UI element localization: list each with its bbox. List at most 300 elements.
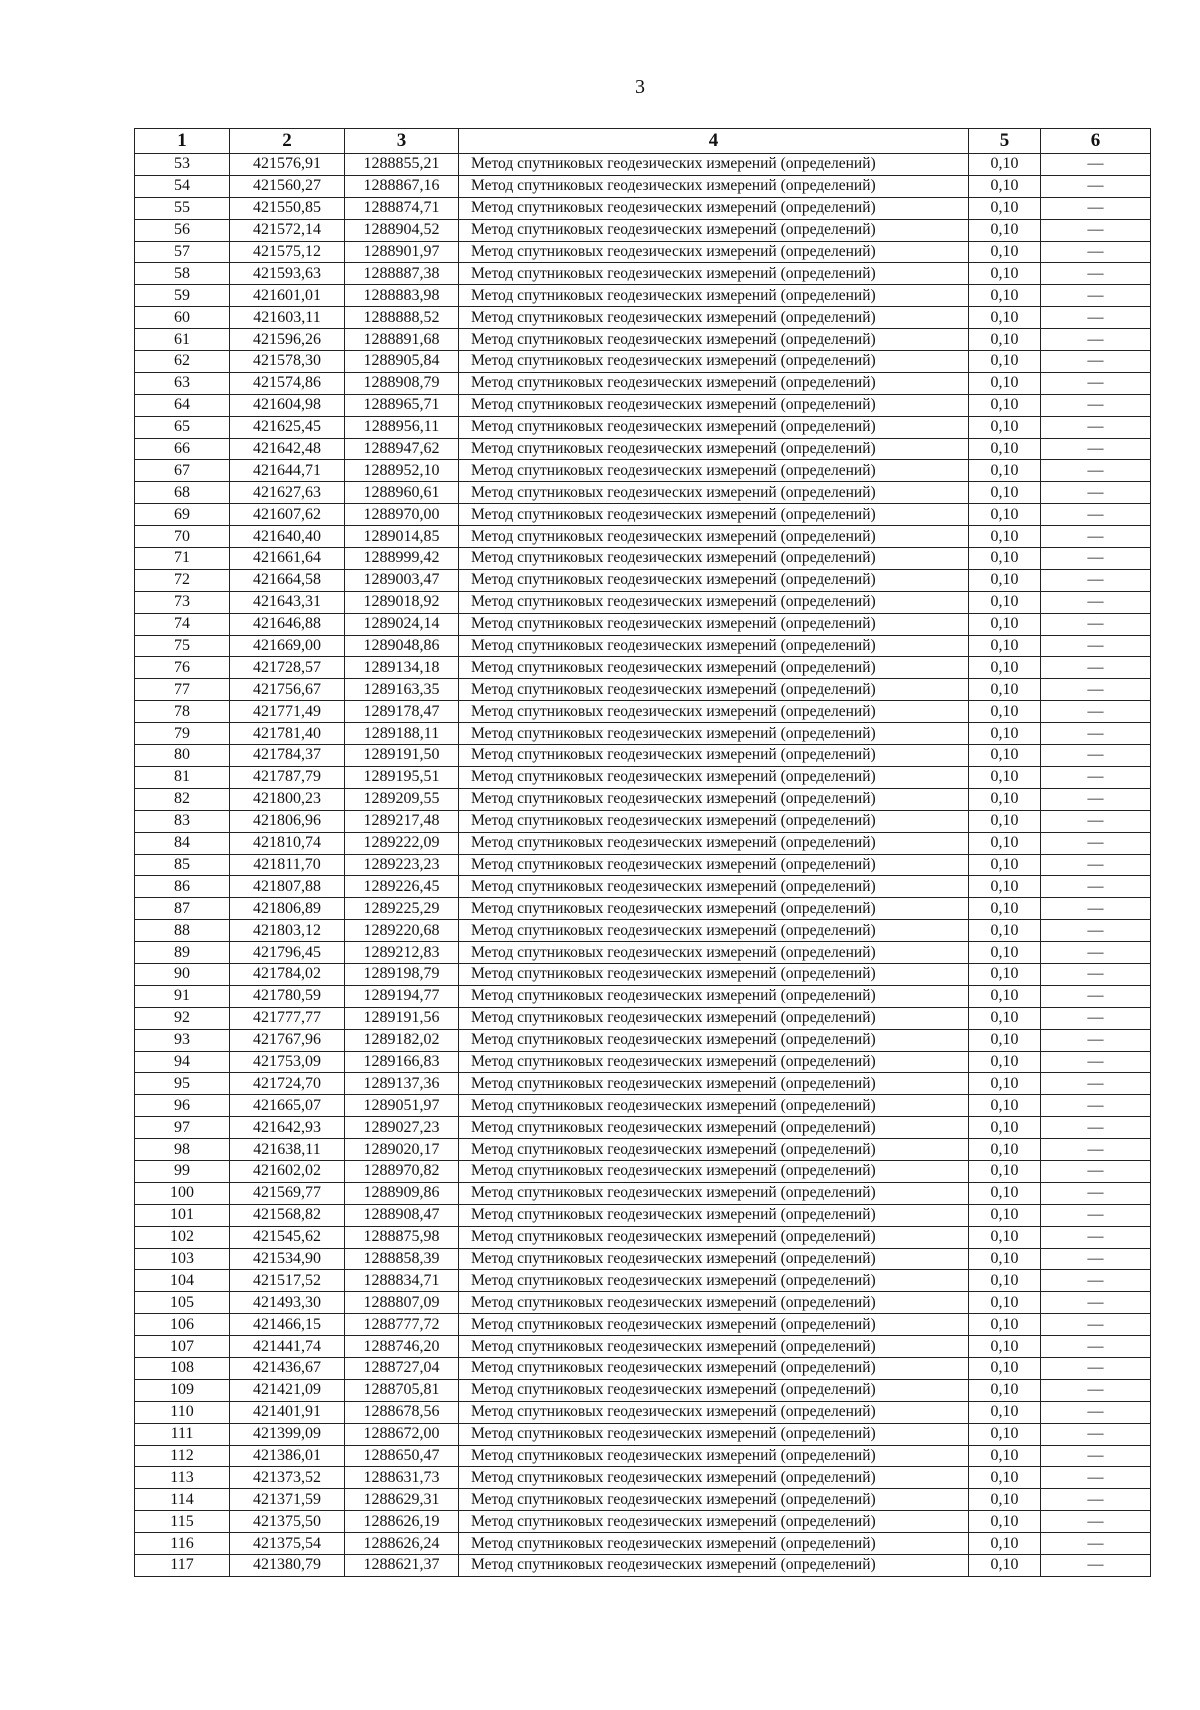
- method-cell: Метод спутниковых геодезических измерений (определений): [459, 1379, 969, 1401]
- y-coordinate-cell: 1288947,62: [345, 438, 459, 460]
- point-number-cell: 64: [135, 394, 230, 416]
- table-row: [135, 569, 1151, 591]
- point-number-cell: 67: [135, 460, 230, 482]
- point-number-cell: 71: [135, 548, 230, 570]
- accuracy-cell: 0,10: [969, 832, 1041, 854]
- point-number-cell: 87: [135, 898, 230, 920]
- x-coordinate-cell: 421806,89: [230, 898, 345, 920]
- table-row: [135, 219, 1151, 241]
- point-number-cell: 110: [135, 1401, 230, 1423]
- x-coordinate-cell: 421640,40: [230, 526, 345, 548]
- accuracy-cell: 0,10: [969, 569, 1041, 591]
- point-number-cell: 80: [135, 745, 230, 767]
- point-number-cell: 73: [135, 591, 230, 613]
- dash-cell: —: [1041, 1379, 1151, 1401]
- point-number-cell: 55: [135, 197, 230, 219]
- y-coordinate-cell: 1288626,19: [345, 1511, 459, 1533]
- y-coordinate-cell: 1288875,98: [345, 1226, 459, 1248]
- dash-cell: —: [1041, 1533, 1151, 1555]
- page-number: 3: [635, 76, 645, 98]
- y-coordinate-cell: 1288908,47: [345, 1204, 459, 1226]
- dash-cell: —: [1041, 963, 1151, 985]
- point-number-cell: 61: [135, 329, 230, 351]
- dash-cell: —: [1041, 1445, 1151, 1467]
- table-row: [135, 613, 1151, 635]
- table-row: [135, 482, 1151, 504]
- table-row: [135, 1292, 1151, 1314]
- dash-cell: —: [1041, 788, 1151, 810]
- y-coordinate-cell: 1288891,68: [345, 329, 459, 351]
- method-cell: Метод спутниковых геодезических измерений (определений): [459, 1357, 969, 1379]
- accuracy-cell: 0,10: [969, 197, 1041, 219]
- accuracy-cell: 0,10: [969, 351, 1041, 373]
- method-cell: Метод спутниковых геодезических измерений (определений): [459, 788, 969, 810]
- method-cell: Метод спутниковых геодезических измерений (определений): [459, 898, 969, 920]
- method-cell: Метод спутниковых геодезических измерений (определений): [459, 1095, 969, 1117]
- x-coordinate-cell: 421603,11: [230, 307, 345, 329]
- x-coordinate-cell: 421602,02: [230, 1160, 345, 1182]
- dash-cell: —: [1041, 569, 1151, 591]
- dash-cell: —: [1041, 394, 1151, 416]
- table-row: [135, 1401, 1151, 1423]
- point-number-cell: 112: [135, 1445, 230, 1467]
- dash-cell: —: [1041, 1314, 1151, 1336]
- method-cell: Метод спутниковых геодезических измерений (определений): [459, 1051, 969, 1073]
- y-coordinate-cell: 1289217,48: [345, 810, 459, 832]
- x-coordinate-cell: 421800,23: [230, 788, 345, 810]
- point-number-cell: 76: [135, 657, 230, 679]
- accuracy-cell: 0,10: [969, 657, 1041, 679]
- accuracy-cell: 0,10: [969, 1292, 1041, 1314]
- dash-cell: —: [1041, 1423, 1151, 1445]
- y-coordinate-cell: 1288705,81: [345, 1379, 459, 1401]
- dash-cell: —: [1041, 351, 1151, 373]
- y-coordinate-cell: 1288970,82: [345, 1160, 459, 1182]
- table-row: [135, 351, 1151, 373]
- method-cell: Метод спутниковых геодезических измерений (определений): [459, 920, 969, 942]
- x-coordinate-cell: 421601,01: [230, 285, 345, 307]
- table-row: [135, 526, 1151, 548]
- x-coordinate-cell: 421421,09: [230, 1379, 345, 1401]
- point-number-cell: 97: [135, 1117, 230, 1139]
- x-coordinate-cell: 421371,59: [230, 1489, 345, 1511]
- dash-cell: —: [1041, 723, 1151, 745]
- table-row: [135, 1095, 1151, 1117]
- y-coordinate-cell: 1288746,20: [345, 1336, 459, 1358]
- dash-cell: —: [1041, 460, 1151, 482]
- accuracy-cell: 0,10: [969, 679, 1041, 701]
- table-row: [135, 591, 1151, 613]
- accuracy-cell: 0,10: [969, 175, 1041, 197]
- method-cell: Метод спутниковых геодезических измерений (определений): [459, 1401, 969, 1423]
- x-coordinate-cell: 421796,45: [230, 942, 345, 964]
- point-number-cell: 92: [135, 1007, 230, 1029]
- point-number-cell: 107: [135, 1336, 230, 1358]
- method-cell: Метод спутниковых геодезических измерений (определений): [459, 810, 969, 832]
- x-coordinate-cell: 421578,30: [230, 351, 345, 373]
- x-coordinate-cell: 421625,45: [230, 416, 345, 438]
- method-cell: Метод спутниковых геодезических измерений (определений): [459, 832, 969, 854]
- accuracy-cell: 0,10: [969, 526, 1041, 548]
- x-coordinate-cell: 421517,52: [230, 1270, 345, 1292]
- point-number-cell: 85: [135, 854, 230, 876]
- dash-cell: —: [1041, 154, 1151, 176]
- table-row: [135, 832, 1151, 854]
- y-coordinate-cell: 1288905,84: [345, 351, 459, 373]
- dash-cell: —: [1041, 1555, 1151, 1577]
- y-coordinate-cell: 1288807,09: [345, 1292, 459, 1314]
- x-coordinate-cell: 421375,50: [230, 1511, 345, 1533]
- dash-cell: —: [1041, 701, 1151, 723]
- table-row: [135, 942, 1151, 964]
- method-cell: Метод спутниковых геодезических измерений (определений): [459, 942, 969, 964]
- x-coordinate-cell: 421767,96: [230, 1029, 345, 1051]
- point-number-cell: 56: [135, 219, 230, 241]
- method-cell: Метод спутниковых геодезических измерений (определений): [459, 1511, 969, 1533]
- point-number-cell: 103: [135, 1248, 230, 1270]
- method-cell: Метод спутниковых геодезических измерений (определений): [459, 1204, 969, 1226]
- y-coordinate-cell: 1288956,11: [345, 416, 459, 438]
- x-coordinate-cell: 421642,48: [230, 438, 345, 460]
- method-cell: Метод спутниковых геодезических измерений (определений): [459, 679, 969, 701]
- y-coordinate-cell: 1288901,97: [345, 241, 459, 263]
- x-coordinate-cell: 421593,63: [230, 263, 345, 285]
- x-coordinate-cell: 421728,57: [230, 657, 345, 679]
- method-cell: Метод спутниковых геодезических измерений (определений): [459, 548, 969, 570]
- method-cell: Метод спутниковых геодезических измерений (определений): [459, 569, 969, 591]
- table-row: [135, 1357, 1151, 1379]
- x-coordinate-cell: 421669,00: [230, 635, 345, 657]
- x-coordinate-cell: 421401,91: [230, 1401, 345, 1423]
- accuracy-cell: 0,10: [969, 1555, 1041, 1577]
- x-coordinate-cell: 421646,88: [230, 613, 345, 635]
- x-coordinate-cell: 421534,90: [230, 1248, 345, 1270]
- point-number-cell: 72: [135, 569, 230, 591]
- accuracy-cell: 0,10: [969, 1511, 1041, 1533]
- method-cell: Метод спутниковых геодезических измерений (определений): [459, 1182, 969, 1204]
- y-coordinate-cell: 1289018,92: [345, 591, 459, 613]
- x-coordinate-cell: 421627,63: [230, 482, 345, 504]
- table-row: [135, 1336, 1151, 1358]
- method-cell: Метод спутниковых геодезических измерений (определений): [459, 241, 969, 263]
- x-coordinate-cell: 421545,62: [230, 1226, 345, 1248]
- method-cell: Метод спутниковых геодезических измерений (определений): [459, 1226, 969, 1248]
- accuracy-cell: 0,10: [969, 1336, 1041, 1358]
- dash-cell: —: [1041, 1401, 1151, 1423]
- method-cell: Метод спутниковых геодезических измерений (определений): [459, 1139, 969, 1161]
- accuracy-cell: 0,10: [969, 1467, 1041, 1489]
- point-number-cell: 94: [135, 1051, 230, 1073]
- accuracy-cell: 0,10: [969, 1423, 1041, 1445]
- table-row: [135, 394, 1151, 416]
- point-number-cell: 96: [135, 1095, 230, 1117]
- method-cell: Метод спутниковых геодезических измерений (определений): [459, 985, 969, 1007]
- y-coordinate-cell: 1289182,02: [345, 1029, 459, 1051]
- accuracy-cell: 0,10: [969, 1182, 1041, 1204]
- method-cell: Метод спутниковых геодезических измерений (определений): [459, 438, 969, 460]
- y-coordinate-cell: 1288626,24: [345, 1533, 459, 1555]
- x-coordinate-cell: 421803,12: [230, 920, 345, 942]
- dash-cell: —: [1041, 241, 1151, 263]
- method-cell: Метод спутниковых геодезических измерений (определений): [459, 613, 969, 635]
- y-coordinate-cell: 1289051,97: [345, 1095, 459, 1117]
- x-coordinate-cell: 421806,96: [230, 810, 345, 832]
- table-row: [135, 745, 1151, 767]
- method-cell: Метод спутниковых геодезических измерений (определений): [459, 701, 969, 723]
- dash-cell: —: [1041, 766, 1151, 788]
- accuracy-cell: 0,10: [969, 154, 1041, 176]
- dash-cell: —: [1041, 372, 1151, 394]
- table-row: [135, 810, 1151, 832]
- table-row: [135, 548, 1151, 570]
- dash-cell: —: [1041, 1270, 1151, 1292]
- accuracy-cell: 0,10: [969, 942, 1041, 964]
- y-coordinate-cell: 1288952,10: [345, 460, 459, 482]
- table-body: [135, 154, 1151, 1577]
- y-coordinate-cell: 1289226,45: [345, 876, 459, 898]
- table-row: [135, 241, 1151, 263]
- x-coordinate-cell: 421781,40: [230, 723, 345, 745]
- method-cell: Метод спутниковых геодезических измерений (определений): [459, 1160, 969, 1182]
- y-coordinate-cell: 1289212,83: [345, 942, 459, 964]
- dash-cell: —: [1041, 416, 1151, 438]
- point-number-cell: 81: [135, 766, 230, 788]
- table-row: [135, 1314, 1151, 1336]
- table-row: [135, 329, 1151, 351]
- method-cell: Метод спутниковых геодезических измерений (определений): [459, 1423, 969, 1445]
- y-coordinate-cell: 1289163,35: [345, 679, 459, 701]
- point-number-cell: 114: [135, 1489, 230, 1511]
- dash-cell: —: [1041, 438, 1151, 460]
- point-number-cell: 109: [135, 1379, 230, 1401]
- table-row: [135, 1117, 1151, 1139]
- accuracy-cell: 0,10: [969, 1095, 1041, 1117]
- table-row: [135, 285, 1151, 307]
- accuracy-cell: 0,10: [969, 1314, 1041, 1336]
- accuracy-cell: 0,10: [969, 372, 1041, 394]
- table-row: [135, 1051, 1151, 1073]
- accuracy-cell: 0,10: [969, 788, 1041, 810]
- accuracy-cell: 0,10: [969, 1379, 1041, 1401]
- accuracy-cell: 0,10: [969, 285, 1041, 307]
- dash-cell: —: [1041, 613, 1151, 635]
- table-row: [135, 1270, 1151, 1292]
- accuracy-cell: 0,10: [969, 1401, 1041, 1423]
- method-cell: Метод спутниковых геодезических измерений (определений): [459, 657, 969, 679]
- method-cell: Метод спутниковых геодезических измерений (определений): [459, 372, 969, 394]
- point-number-cell: 116: [135, 1533, 230, 1555]
- table-header-row: [135, 129, 1151, 154]
- x-coordinate-cell: 421572,14: [230, 219, 345, 241]
- dash-cell: —: [1041, 1336, 1151, 1358]
- table-row: [135, 788, 1151, 810]
- accuracy-cell: 0,10: [969, 219, 1041, 241]
- y-coordinate-cell: 1288629,31: [345, 1489, 459, 1511]
- accuracy-cell: 0,10: [969, 1489, 1041, 1511]
- table-row: [135, 1423, 1151, 1445]
- dash-cell: —: [1041, 898, 1151, 920]
- point-number-cell: 100: [135, 1182, 230, 1204]
- accuracy-cell: 0,10: [969, 329, 1041, 351]
- y-coordinate-cell: 1288887,38: [345, 263, 459, 285]
- x-coordinate-cell: 421771,49: [230, 701, 345, 723]
- y-coordinate-cell: 1289225,29: [345, 898, 459, 920]
- dash-cell: —: [1041, 635, 1151, 657]
- method-cell: Метод спутниковых геодезических измерений (определений): [459, 591, 969, 613]
- y-coordinate-cell: 1288965,71: [345, 394, 459, 416]
- table-row: [135, 307, 1151, 329]
- x-coordinate-cell: 421568,82: [230, 1204, 345, 1226]
- accuracy-cell: 0,10: [969, 438, 1041, 460]
- column-header-5: 5: [969, 129, 1041, 154]
- y-coordinate-cell: 1288883,98: [345, 285, 459, 307]
- accuracy-cell: 0,10: [969, 1445, 1041, 1467]
- y-coordinate-cell: 1289137,36: [345, 1073, 459, 1095]
- x-coordinate-cell: 421604,98: [230, 394, 345, 416]
- y-coordinate-cell: 1288777,72: [345, 1314, 459, 1336]
- point-number-cell: 104: [135, 1270, 230, 1292]
- point-number-cell: 113: [135, 1467, 230, 1489]
- point-number-cell: 93: [135, 1029, 230, 1051]
- table-row: [135, 1555, 1151, 1577]
- accuracy-cell: 0,10: [969, 591, 1041, 613]
- dash-cell: —: [1041, 810, 1151, 832]
- accuracy-cell: 0,10: [969, 241, 1041, 263]
- x-coordinate-cell: 421373,52: [230, 1467, 345, 1489]
- point-number-cell: 54: [135, 175, 230, 197]
- point-number-cell: 91: [135, 985, 230, 1007]
- y-coordinate-cell: 1288888,52: [345, 307, 459, 329]
- point-number-cell: 59: [135, 285, 230, 307]
- column-header-2: 2: [230, 129, 345, 154]
- dash-cell: —: [1041, 1248, 1151, 1270]
- accuracy-cell: 0,10: [969, 460, 1041, 482]
- dash-cell: —: [1041, 1007, 1151, 1029]
- x-coordinate-cell: 421787,79: [230, 766, 345, 788]
- method-cell: Метод спутниковых геодезических измерений (определений): [459, 460, 969, 482]
- y-coordinate-cell: 1288631,73: [345, 1467, 459, 1489]
- accuracy-cell: 0,10: [969, 1160, 1041, 1182]
- x-coordinate-cell: 421642,93: [230, 1117, 345, 1139]
- dash-cell: —: [1041, 942, 1151, 964]
- table-row: [135, 154, 1151, 176]
- table-row: [135, 1204, 1151, 1226]
- table-row: [135, 963, 1151, 985]
- dash-cell: —: [1041, 1511, 1151, 1533]
- x-coordinate-cell: 421399,09: [230, 1423, 345, 1445]
- method-cell: Метод спутниковых геодезических измерений (определений): [459, 1314, 969, 1336]
- point-number-cell: 102: [135, 1226, 230, 1248]
- point-number-cell: 108: [135, 1357, 230, 1379]
- method-cell: Метод спутниковых геодезических измерений (определений): [459, 307, 969, 329]
- dash-cell: —: [1041, 263, 1151, 285]
- table-row: [135, 175, 1151, 197]
- dash-cell: —: [1041, 1182, 1151, 1204]
- accuracy-cell: 0,10: [969, 1357, 1041, 1379]
- y-coordinate-cell: 1289020,17: [345, 1139, 459, 1161]
- dash-cell: —: [1041, 482, 1151, 504]
- y-coordinate-cell: 1289209,55: [345, 788, 459, 810]
- dash-cell: —: [1041, 1489, 1151, 1511]
- table-row: [135, 1139, 1151, 1161]
- table-row: [135, 1379, 1151, 1401]
- x-coordinate-cell: 421560,27: [230, 175, 345, 197]
- point-number-cell: 115: [135, 1511, 230, 1533]
- accuracy-cell: 0,10: [969, 482, 1041, 504]
- accuracy-cell: 0,10: [969, 635, 1041, 657]
- accuracy-cell: 0,10: [969, 1270, 1041, 1292]
- point-number-cell: 69: [135, 504, 230, 526]
- method-cell: Метод спутниковых геодезических измерений (определений): [459, 351, 969, 373]
- x-coordinate-cell: 421441,74: [230, 1336, 345, 1358]
- table-row: [135, 460, 1151, 482]
- column-header-3: 3: [345, 129, 459, 154]
- method-cell: Метод спутниковых геодезических измерений (определений): [459, 197, 969, 219]
- method-cell: Метод спутниковых геодезических измерений (определений): [459, 1073, 969, 1095]
- x-coordinate-cell: 421574,86: [230, 372, 345, 394]
- table-row: [135, 876, 1151, 898]
- accuracy-cell: 0,10: [969, 1533, 1041, 1555]
- x-coordinate-cell: 421569,77: [230, 1182, 345, 1204]
- y-coordinate-cell: 1288908,79: [345, 372, 459, 394]
- method-cell: Метод спутниковых геодезических измерений (определений): [459, 1029, 969, 1051]
- method-cell: Метод спутниковых геодезических измерений (определений): [459, 876, 969, 898]
- point-number-cell: 83: [135, 810, 230, 832]
- x-coordinate-cell: 421576,91: [230, 154, 345, 176]
- y-coordinate-cell: 1289027,23: [345, 1117, 459, 1139]
- dash-cell: —: [1041, 1226, 1151, 1248]
- dash-cell: —: [1041, 657, 1151, 679]
- y-coordinate-cell: 1289222,09: [345, 832, 459, 854]
- y-coordinate-cell: 1289220,68: [345, 920, 459, 942]
- point-number-cell: 68: [135, 482, 230, 504]
- point-number-cell: 117: [135, 1555, 230, 1577]
- method-cell: Метод спутниковых геодезических измерений (определений): [459, 1489, 969, 1511]
- point-number-cell: 95: [135, 1073, 230, 1095]
- y-coordinate-cell: 1289024,14: [345, 613, 459, 635]
- table-row: [135, 679, 1151, 701]
- table-row: [135, 1073, 1151, 1095]
- dash-cell: —: [1041, 1073, 1151, 1095]
- table-row: [135, 854, 1151, 876]
- dash-cell: —: [1041, 679, 1151, 701]
- accuracy-cell: 0,10: [969, 701, 1041, 723]
- y-coordinate-cell: 1289194,77: [345, 985, 459, 1007]
- y-coordinate-cell: 1288970,00: [345, 504, 459, 526]
- point-number-cell: 70: [135, 526, 230, 548]
- y-coordinate-cell: 1289178,47: [345, 701, 459, 723]
- x-coordinate-cell: 421784,37: [230, 745, 345, 767]
- point-number-cell: 60: [135, 307, 230, 329]
- x-coordinate-cell: 421575,12: [230, 241, 345, 263]
- method-cell: Метод спутниковых геодезических измерений (определений): [459, 416, 969, 438]
- method-cell: Метод спутниковых геодезических измерений (определений): [459, 635, 969, 657]
- method-cell: Метод спутниковых геодезических измерений (определений): [459, 1117, 969, 1139]
- point-number-cell: 86: [135, 876, 230, 898]
- point-number-cell: 105: [135, 1292, 230, 1314]
- y-coordinate-cell: 1289191,50: [345, 745, 459, 767]
- y-coordinate-cell: 1288672,00: [345, 1423, 459, 1445]
- accuracy-cell: 0,10: [969, 745, 1041, 767]
- method-cell: Метод спутниковых геодезических измерений (определений): [459, 263, 969, 285]
- y-coordinate-cell: 1289198,79: [345, 963, 459, 985]
- y-coordinate-cell: 1289188,11: [345, 723, 459, 745]
- accuracy-cell: 0,10: [969, 1117, 1041, 1139]
- x-coordinate-cell: 421436,67: [230, 1357, 345, 1379]
- y-coordinate-cell: 1289003,47: [345, 569, 459, 591]
- dash-cell: —: [1041, 985, 1151, 1007]
- table-row: [135, 1182, 1151, 1204]
